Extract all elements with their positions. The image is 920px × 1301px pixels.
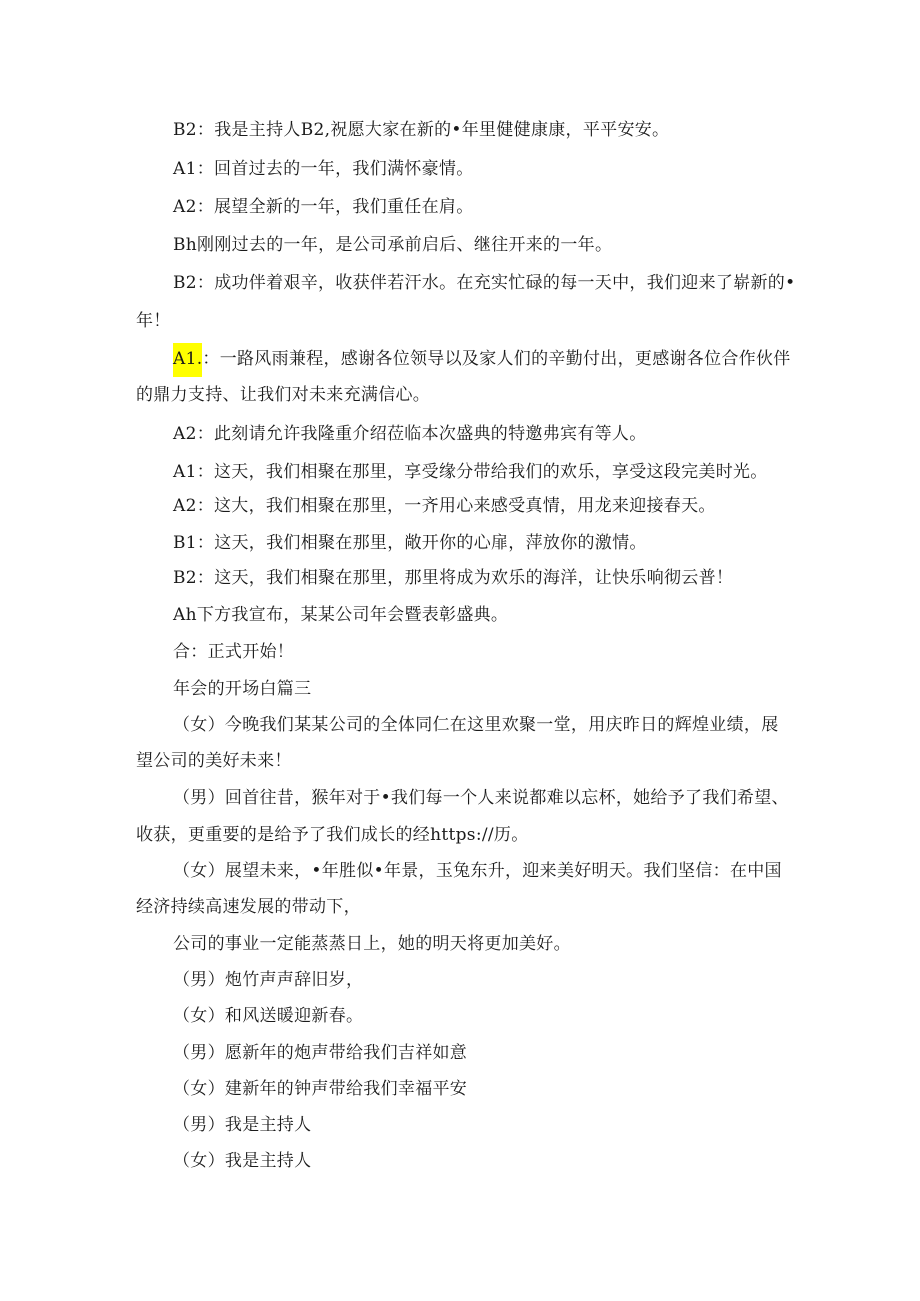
text-line-21: （女）展望未来，•年胜似•年景，玉兔东升，迎来美好明天。我们坚信：在中国: [173, 861, 782, 881]
text-line-12: B1：这天，我们相聚在那里，敞开你的心扉，萍放你的激情。: [173, 533, 647, 553]
text-line-7: [173, 347, 791, 371]
text-line-7-rest: ：一路风雨兼程，感谢各位领导以及家人们的辛勤付出，更感谢各位合作伙伴: [202, 349, 791, 369]
text-line-15: 合：正式开始！: [173, 642, 295, 662]
text-line-22: 经济持续高速发展的带动下，: [136, 897, 361, 917]
text-line-14: Ah下方我宣布，某某公司年会暨表彰盛典。: [173, 605, 509, 625]
text-line-29: （女）我是主持人: [173, 1151, 312, 1171]
text-line-3: A2：展望全新的一年，我们重任在肩。: [173, 197, 474, 217]
text-line-9: A2：此刻请允许我隆重介绍莅临本次盛典的特邀弗宾有等人。: [173, 424, 647, 444]
highlighted-marker: A1.: [173, 343, 202, 377]
text-line-6: 年！: [136, 311, 171, 331]
text-line-8: 的鼎力支持、让我们对未来充满信心。: [136, 385, 431, 405]
text-line-27: （女）建新年的钟声带给我们幸福平安: [173, 1079, 468, 1099]
text-line-24: （男）炮竹声声辞旧岁，: [173, 970, 364, 990]
text-line-20: 收获，更重要的是给予了我们成长的经https://历。: [136, 825, 529, 845]
text-line-13: B2：这天，我们相聚在那里，那里将成为欢乐的海洋，让快乐响彻云普！: [173, 568, 734, 588]
text-line-5: B2：成功伴着艰辛，收获伴若汗水。在充实忙碌的每一天中，我们迎来了崭新的•: [173, 273, 796, 293]
text-line-28: （男）我是主持人: [173, 1115, 312, 1135]
text-line-17: （女）今晚我们某某公司的全体同仁在这里欢聚一堂，用庆昨日的辉煌业绩，展: [173, 715, 779, 735]
text-line-1: B2：我是主持人B2,祝愿大家在新的•年里健健康康，平平安安。: [173, 120, 670, 140]
text-line-10: A1：这天，我们相聚在那里，享受缘分带给我们的欢乐，享受这段完美时光。: [173, 462, 768, 482]
text-line-25: （女）和风送暖迎新春。: [173, 1006, 364, 1026]
section-heading: 年会的开场白篇三: [173, 679, 312, 699]
text-line-19: （男）回首往昔，猴年对于•我们每一个人来说都难以忘杯，她给予了我们希望、: [173, 788, 789, 808]
text-line-26: （男）愿新年的炮声带给我们吉祥如意: [173, 1043, 468, 1063]
text-line-2: A1：回首过去的一年，我们满怀豪情。: [173, 159, 474, 179]
text-line-11: A2：这大，我们相聚在那里，一齐用心来感受真情，用龙来迎接春天。: [173, 496, 716, 516]
text-line-18: 望公司的美好未来！: [136, 751, 292, 771]
text-line-23: 公司的事业一定能蒸蒸日上，她的明天将更加美好。: [173, 934, 571, 954]
text-line-4: Bh刚刚过去的一年，是公司承前启后、继往开来的一年。: [173, 235, 613, 255]
